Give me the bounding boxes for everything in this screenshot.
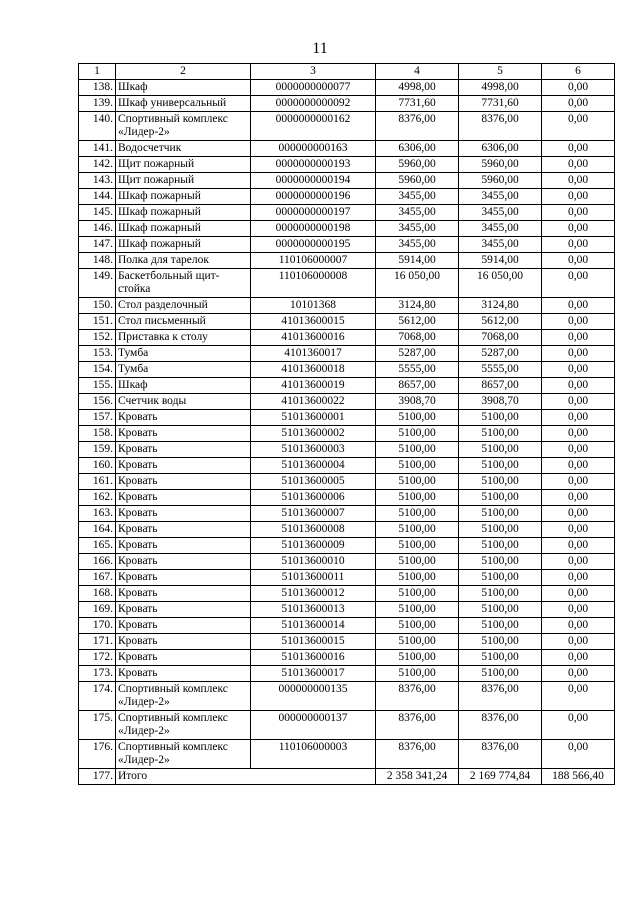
inventory-code: 51013600015 bbox=[251, 634, 376, 650]
col-5-value: 5914,00 bbox=[459, 253, 542, 269]
col-4-value: 8376,00 bbox=[376, 682, 459, 711]
col-6-value: 0,00 bbox=[542, 711, 615, 740]
col-4-value: 5100,00 bbox=[376, 570, 459, 586]
col-6-value: 0,00 bbox=[542, 96, 615, 112]
col-4-value: 16 050,00 bbox=[376, 269, 459, 298]
table-row bbox=[79, 394, 615, 410]
item-name: Спортивный комплекс «Лидер-2» bbox=[116, 740, 251, 769]
item-name: Спортивный комплекс «Лидер-2» bbox=[116, 711, 251, 740]
col-6-value: 0,00 bbox=[542, 80, 615, 96]
table-row bbox=[79, 490, 615, 506]
row-number: 153. bbox=[79, 346, 116, 362]
row-number: 159. bbox=[79, 442, 116, 458]
row-number: 173. bbox=[79, 666, 116, 682]
item-name: Приставка к столу bbox=[116, 330, 251, 346]
row-number: 169. bbox=[79, 602, 116, 618]
col-6-value: 0,00 bbox=[542, 570, 615, 586]
item-name: Кровать bbox=[116, 426, 251, 442]
col-4-value: 6306,00 bbox=[376, 141, 459, 157]
item-name: Баскетбольный щит-стойка bbox=[116, 269, 251, 298]
item-name: Кровать bbox=[116, 570, 251, 586]
col-4-value: 5960,00 bbox=[376, 173, 459, 189]
col-6-value: 0,00 bbox=[542, 362, 615, 378]
row-number: 152. bbox=[79, 330, 116, 346]
col-5-value: 5100,00 bbox=[459, 618, 542, 634]
item-name: Спортивный комплекс «Лидер-2» bbox=[116, 682, 251, 711]
inventory-code: 0000000000092 bbox=[251, 96, 376, 112]
col-6-value: 0,00 bbox=[542, 490, 615, 506]
col-4-value: 5100,00 bbox=[376, 474, 459, 490]
col-6-value: 0,00 bbox=[542, 205, 615, 221]
item-name: Кровать bbox=[116, 490, 251, 506]
table-row bbox=[79, 330, 615, 346]
col-6-value: 0,00 bbox=[542, 682, 615, 711]
col-5-value: 8376,00 bbox=[459, 112, 542, 141]
col-5-value: 3124,80 bbox=[459, 298, 542, 314]
inventory-table bbox=[78, 63, 615, 785]
item-name: Шкаф пожарный bbox=[116, 189, 251, 205]
item-name: Кровать bbox=[116, 586, 251, 602]
inventory-code: 000000000163 bbox=[251, 141, 376, 157]
col-6-value: 0,00 bbox=[542, 221, 615, 237]
item-name: Стол письменный bbox=[116, 314, 251, 330]
col-6-value: 0,00 bbox=[542, 346, 615, 362]
inventory-code: 51013600004 bbox=[251, 458, 376, 474]
col-4-value: 5100,00 bbox=[376, 634, 459, 650]
table-row bbox=[79, 269, 615, 298]
item-name: Кровать bbox=[116, 618, 251, 634]
row-number: 151. bbox=[79, 314, 116, 330]
col-5-value: 3908,70 bbox=[459, 394, 542, 410]
inventory-code: 41013600015 bbox=[251, 314, 376, 330]
inventory-code: 41013600018 bbox=[251, 362, 376, 378]
table-row bbox=[79, 378, 615, 394]
col-6-value: 0,00 bbox=[542, 189, 615, 205]
header-col-5: 5 bbox=[459, 64, 542, 80]
inventory-code: 51013600011 bbox=[251, 570, 376, 586]
row-number: 170. bbox=[79, 618, 116, 634]
table-row bbox=[79, 682, 615, 711]
table-row bbox=[79, 189, 615, 205]
item-name: Шкаф пожарный bbox=[116, 205, 251, 221]
table-row bbox=[79, 426, 615, 442]
row-number: 163. bbox=[79, 506, 116, 522]
col-4-value: 5914,00 bbox=[376, 253, 459, 269]
col-4-value: 8657,00 bbox=[376, 378, 459, 394]
inventory-code: 51013600016 bbox=[251, 650, 376, 666]
col-6-value: 0,00 bbox=[542, 634, 615, 650]
table-row bbox=[79, 112, 615, 141]
col-6-value: 0,00 bbox=[542, 410, 615, 426]
item-name: Кровать bbox=[116, 522, 251, 538]
item-name: Тумба bbox=[116, 346, 251, 362]
item-name: Счетчик воды bbox=[116, 394, 251, 410]
inventory-code: 0000000000196 bbox=[251, 189, 376, 205]
inventory-code: 41013600019 bbox=[251, 378, 376, 394]
col-4-value: 5100,00 bbox=[376, 442, 459, 458]
col-5-value: 5100,00 bbox=[459, 570, 542, 586]
col-4-value: 7731,60 bbox=[376, 96, 459, 112]
col-4-value: 3124,80 bbox=[376, 298, 459, 314]
col-6-value: 0,00 bbox=[542, 112, 615, 141]
row-number: 146. bbox=[79, 221, 116, 237]
col-6-value: 0,00 bbox=[542, 394, 615, 410]
row-number: 175. bbox=[79, 711, 116, 740]
inventory-code: 41013600016 bbox=[251, 330, 376, 346]
row-number: 147. bbox=[79, 237, 116, 253]
inventory-code: 10101368 bbox=[251, 298, 376, 314]
table-row bbox=[79, 711, 615, 740]
inventory-code: 000000000137 bbox=[251, 711, 376, 740]
table-row bbox=[79, 740, 615, 769]
col-4-value: 8376,00 bbox=[376, 112, 459, 141]
table-row bbox=[79, 458, 615, 474]
col-4-value: 5100,00 bbox=[376, 538, 459, 554]
inventory-code: 110106000007 bbox=[251, 253, 376, 269]
col-5-value: 5100,00 bbox=[459, 458, 542, 474]
row-number: 145. bbox=[79, 205, 116, 221]
inventory-code: 51013600012 bbox=[251, 586, 376, 602]
row-number: 160. bbox=[79, 458, 116, 474]
col-6-value: 0,00 bbox=[542, 602, 615, 618]
item-name: Кровать bbox=[116, 634, 251, 650]
table-row bbox=[79, 522, 615, 538]
total-row bbox=[79, 769, 615, 785]
item-name: Кровать bbox=[116, 474, 251, 490]
col-5-value: 5100,00 bbox=[459, 442, 542, 458]
row-number: 142. bbox=[79, 157, 116, 173]
header-col-6: 6 bbox=[542, 64, 615, 80]
col-6-value: 0,00 bbox=[542, 378, 615, 394]
total-col-6: 188 566,40 bbox=[542, 769, 615, 785]
col-6-value: 0,00 bbox=[542, 474, 615, 490]
header-col-1: 1 bbox=[79, 64, 116, 80]
inventory-code: 51013600002 bbox=[251, 426, 376, 442]
inventory-code: 51013600006 bbox=[251, 490, 376, 506]
inventory-code: 51013600010 bbox=[251, 554, 376, 570]
table-row bbox=[79, 442, 615, 458]
col-5-value: 8376,00 bbox=[459, 740, 542, 769]
col-4-value: 5100,00 bbox=[376, 458, 459, 474]
col-4-value: 8376,00 bbox=[376, 740, 459, 769]
col-5-value: 8376,00 bbox=[459, 682, 542, 711]
inventory-code: 51013600013 bbox=[251, 602, 376, 618]
inventory-code: 51013600009 bbox=[251, 538, 376, 554]
table-row bbox=[79, 80, 615, 96]
col-5-value: 5100,00 bbox=[459, 426, 542, 442]
col-5-value: 4998,00 bbox=[459, 80, 542, 96]
row-number: 156. bbox=[79, 394, 116, 410]
inventory-code: 0000000000194 bbox=[251, 173, 376, 189]
col-5-value: 5555,00 bbox=[459, 362, 542, 378]
table-row bbox=[79, 410, 615, 426]
col-5-value: 3455,00 bbox=[459, 205, 542, 221]
total-label: Итого bbox=[116, 769, 376, 785]
col-5-value: 5100,00 bbox=[459, 586, 542, 602]
inventory-code: 0000000000198 bbox=[251, 221, 376, 237]
col-4-value: 5612,00 bbox=[376, 314, 459, 330]
inventory-code: 41013600022 bbox=[251, 394, 376, 410]
inventory-code: 51013600017 bbox=[251, 666, 376, 682]
total-col-4: 2 358 341,24 bbox=[376, 769, 459, 785]
inventory-code: 4101360017 bbox=[251, 346, 376, 362]
inventory-code: 110106000008 bbox=[251, 269, 376, 298]
col-6-value: 0,00 bbox=[542, 330, 615, 346]
inventory-code: 51013600005 bbox=[251, 474, 376, 490]
col-5-value: 5100,00 bbox=[459, 650, 542, 666]
row-number: 164. bbox=[79, 522, 116, 538]
col-5-value: 5100,00 bbox=[459, 474, 542, 490]
col-5-value: 5100,00 bbox=[459, 410, 542, 426]
col-5-value: 8657,00 bbox=[459, 378, 542, 394]
col-5-value: 5100,00 bbox=[459, 490, 542, 506]
col-6-value: 0,00 bbox=[542, 237, 615, 253]
col-4-value: 3908,70 bbox=[376, 394, 459, 410]
col-4-value: 5100,00 bbox=[376, 602, 459, 618]
table-row bbox=[79, 96, 615, 112]
table-row bbox=[79, 474, 615, 490]
item-name: Тумба bbox=[116, 362, 251, 378]
col-6-value: 0,00 bbox=[542, 506, 615, 522]
col-6-value: 0,00 bbox=[542, 522, 615, 538]
col-5-value: 3455,00 bbox=[459, 189, 542, 205]
col-6-value: 0,00 bbox=[542, 426, 615, 442]
item-name: Шкаф универсальный bbox=[116, 96, 251, 112]
col-4-value: 5100,00 bbox=[376, 618, 459, 634]
row-number: 154. bbox=[79, 362, 116, 378]
inventory-code: 0000000000197 bbox=[251, 205, 376, 221]
item-name: Кровать bbox=[116, 442, 251, 458]
col-4-value: 4998,00 bbox=[376, 80, 459, 96]
inventory-code: 0000000000195 bbox=[251, 237, 376, 253]
col-6-value: 0,00 bbox=[542, 157, 615, 173]
item-name: Кровать bbox=[116, 538, 251, 554]
table-row bbox=[79, 314, 615, 330]
item-name: Шкаф bbox=[116, 378, 251, 394]
row-number: 167. bbox=[79, 570, 116, 586]
row-number: 143. bbox=[79, 173, 116, 189]
inventory-code: 51013600008 bbox=[251, 522, 376, 538]
row-number: 149. bbox=[79, 269, 116, 298]
page-number: 11 bbox=[312, 40, 328, 57]
col-6-value: 0,00 bbox=[542, 538, 615, 554]
col-4-value: 5100,00 bbox=[376, 506, 459, 522]
row-number: 161. bbox=[79, 474, 116, 490]
item-name: Стол разделочный bbox=[116, 298, 251, 314]
table-row bbox=[79, 237, 615, 253]
table-row bbox=[79, 586, 615, 602]
col-5-value: 5960,00 bbox=[459, 157, 542, 173]
col-6-value: 0,00 bbox=[542, 618, 615, 634]
table-row bbox=[79, 634, 615, 650]
row-number: 141. bbox=[79, 141, 116, 157]
table-row bbox=[79, 538, 615, 554]
inventory-code: 51013600001 bbox=[251, 410, 376, 426]
col-5-value: 5100,00 bbox=[459, 554, 542, 570]
col-6-value: 0,00 bbox=[542, 141, 615, 157]
col-5-value: 5100,00 bbox=[459, 634, 542, 650]
table-row bbox=[79, 506, 615, 522]
row-number: 166. bbox=[79, 554, 116, 570]
col-4-value: 5100,00 bbox=[376, 650, 459, 666]
header-col-3: 3 bbox=[251, 64, 376, 80]
col-6-value: 0,00 bbox=[542, 458, 615, 474]
item-name: Спортивный комплекс «Лидер-2» bbox=[116, 112, 251, 141]
col-4-value: 5100,00 bbox=[376, 490, 459, 506]
item-name: Шкаф пожарный bbox=[116, 237, 251, 253]
col-4-value: 5555,00 bbox=[376, 362, 459, 378]
col-6-value: 0,00 bbox=[542, 173, 615, 189]
row-number: 139. bbox=[79, 96, 116, 112]
col-4-value: 5100,00 bbox=[376, 554, 459, 570]
row-number: 150. bbox=[79, 298, 116, 314]
col-6-value: 0,00 bbox=[542, 314, 615, 330]
row-number: 157. bbox=[79, 410, 116, 426]
item-name: Шкаф пожарный bbox=[116, 221, 251, 237]
col-5-value: 16 050,00 bbox=[459, 269, 542, 298]
col-6-value: 0,00 bbox=[542, 269, 615, 298]
item-name: Кровать bbox=[116, 554, 251, 570]
col-5-value: 7068,00 bbox=[459, 330, 542, 346]
row-number: 172. bbox=[79, 650, 116, 666]
item-name: Кровать bbox=[116, 506, 251, 522]
col-6-value: 0,00 bbox=[542, 253, 615, 269]
col-4-value: 5960,00 bbox=[376, 157, 459, 173]
inventory-code: 51013600014 bbox=[251, 618, 376, 634]
table-row bbox=[79, 298, 615, 314]
row-number: 162. bbox=[79, 490, 116, 506]
col-4-value: 3455,00 bbox=[376, 221, 459, 237]
col-6-value: 0,00 bbox=[542, 666, 615, 682]
col-5-value: 5287,00 bbox=[459, 346, 542, 362]
col-4-value: 3455,00 bbox=[376, 205, 459, 221]
col-6-value: 0,00 bbox=[542, 298, 615, 314]
item-name: Кровать bbox=[116, 666, 251, 682]
table-row bbox=[79, 221, 615, 237]
item-name: Кровать bbox=[116, 410, 251, 426]
inventory-code: 51013600003 bbox=[251, 442, 376, 458]
table-row bbox=[79, 666, 615, 682]
item-name: Полка для тарелок bbox=[116, 253, 251, 269]
table-row bbox=[79, 554, 615, 570]
col-6-value: 0,00 bbox=[542, 740, 615, 769]
inventory-table-body bbox=[79, 64, 615, 785]
col-5-value: 8376,00 bbox=[459, 711, 542, 740]
table-row bbox=[79, 253, 615, 269]
row-number: 138. bbox=[79, 80, 116, 96]
header-col-2: 2 bbox=[116, 64, 251, 80]
col-5-value: 5960,00 bbox=[459, 173, 542, 189]
col-4-value: 7068,00 bbox=[376, 330, 459, 346]
table-row bbox=[79, 618, 615, 634]
total-row-number: 177. bbox=[79, 769, 116, 785]
col-5-value: 5100,00 bbox=[459, 666, 542, 682]
item-name: Щит пожарный bbox=[116, 157, 251, 173]
table-row bbox=[79, 362, 615, 378]
item-name: Щит пожарный bbox=[116, 173, 251, 189]
col-5-value: 5612,00 bbox=[459, 314, 542, 330]
item-name: Шкаф bbox=[116, 80, 251, 96]
row-number: 174. bbox=[79, 682, 116, 711]
col-6-value: 0,00 bbox=[542, 650, 615, 666]
item-name: Кровать bbox=[116, 458, 251, 474]
inventory-code: 000000000135 bbox=[251, 682, 376, 711]
table-row bbox=[79, 141, 615, 157]
row-number: 165. bbox=[79, 538, 116, 554]
row-number: 148. bbox=[79, 253, 116, 269]
col-4-value: 5100,00 bbox=[376, 586, 459, 602]
col-4-value: 5100,00 bbox=[376, 522, 459, 538]
row-number: 155. bbox=[79, 378, 116, 394]
col-5-value: 7731,60 bbox=[459, 96, 542, 112]
row-number: 158. bbox=[79, 426, 116, 442]
inventory-code: 0000000000077 bbox=[251, 80, 376, 96]
inventory-code: 110106000003 bbox=[251, 740, 376, 769]
row-number: 176. bbox=[79, 740, 116, 769]
item-name: Водосчетчик bbox=[116, 141, 251, 157]
col-5-value: 5100,00 bbox=[459, 506, 542, 522]
col-5-value: 5100,00 bbox=[459, 522, 542, 538]
col-4-value: 5100,00 bbox=[376, 426, 459, 442]
table-row bbox=[79, 173, 615, 189]
header-col-4: 4 bbox=[376, 64, 459, 80]
inventory-code: 0000000000162 bbox=[251, 112, 376, 141]
col-5-value: 6306,00 bbox=[459, 141, 542, 157]
total-col-5: 2 169 774,84 bbox=[459, 769, 542, 785]
table-row bbox=[79, 650, 615, 666]
row-number: 168. bbox=[79, 586, 116, 602]
table-row bbox=[79, 205, 615, 221]
table-header-row bbox=[79, 64, 615, 80]
row-number: 144. bbox=[79, 189, 116, 205]
col-4-value: 3455,00 bbox=[376, 237, 459, 253]
col-4-value: 5100,00 bbox=[376, 410, 459, 426]
col-6-value: 0,00 bbox=[542, 586, 615, 602]
item-name: Кровать bbox=[116, 602, 251, 618]
col-5-value: 3455,00 bbox=[459, 221, 542, 237]
col-5-value: 3455,00 bbox=[459, 237, 542, 253]
col-6-value: 0,00 bbox=[542, 554, 615, 570]
inventory-code: 0000000000193 bbox=[251, 157, 376, 173]
inventory-code: 51013600007 bbox=[251, 506, 376, 522]
col-5-value: 5100,00 bbox=[459, 538, 542, 554]
table-row bbox=[79, 157, 615, 173]
col-4-value: 5287,00 bbox=[376, 346, 459, 362]
item-name: Кровать bbox=[116, 650, 251, 666]
col-4-value: 8376,00 bbox=[376, 711, 459, 740]
row-number: 140. bbox=[79, 112, 116, 141]
table-row bbox=[79, 602, 615, 618]
col-4-value: 5100,00 bbox=[376, 666, 459, 682]
table-row bbox=[79, 570, 615, 586]
table-row bbox=[79, 346, 615, 362]
row-number: 171. bbox=[79, 634, 116, 650]
col-6-value: 0,00 bbox=[542, 442, 615, 458]
col-4-value: 3455,00 bbox=[376, 189, 459, 205]
col-5-value: 5100,00 bbox=[459, 602, 542, 618]
